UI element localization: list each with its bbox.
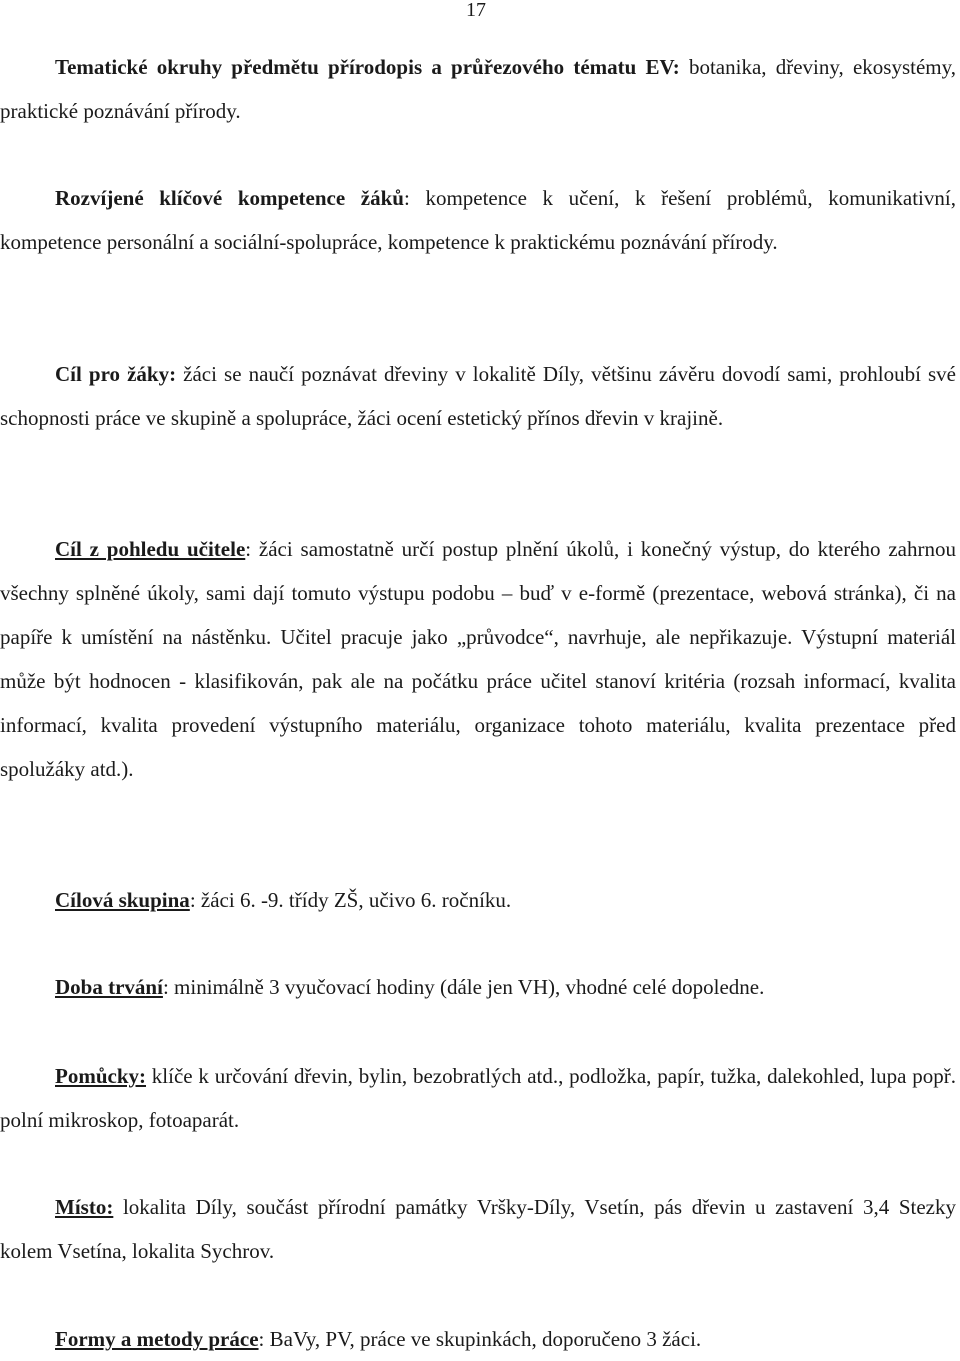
paragraph-label: Rozvíjené klíčové kompetence žáků: [55, 186, 404, 210]
paragraph-label: Cíl z pohledu učitele: [55, 537, 246, 561]
paragraph-text: : žáci samostatně určí postup plnění úkolů, i konečný výstup, do kterého zahrnou všechny splněné úkoly, sami dají tomuto výstupu podobu – buď v e-formě (prezentace, webová stránka), či na papíře k umístění na nástěnku. Učitel pracuje jako „průvodce“, navrhuje, ale nepřikazuje. Výstupní materiál může být hodnocen - klasifikován, pak ale na počátku práce učitel stanoví kritéria (rozsah informací, kvalita informací, kvalita provedení výstupního materiálu, organizace tohoto materiálu, kvalita prezentace před spolužáky atd.).: [0, 537, 956, 781]
paragraph-label: Cíl pro žáky:: [55, 362, 177, 386]
paragraph-label: Tematické okruhy předmětu přírodopis a průřezového tématu EV:: [55, 55, 680, 79]
paragraph-goal-students: [0, 352, 956, 440]
paragraph-label: Formy a metody práce: [55, 1327, 259, 1351]
paragraph-label: Pomůcky:: [55, 1064, 146, 1088]
paragraph-label: Doba trvání: [55, 975, 163, 999]
paragraph-text: : minimálně 3 vyučovací hodiny (dále jen VH), vhodné celé dopoledne.: [162, 975, 765, 999]
paragraph-equipment: [0, 1054, 956, 1142]
paragraph-text: : žáci 6. -9. třídy ZŠ, učivo 6. ročníku.: [189, 888, 512, 912]
paragraph-location: [0, 1185, 956, 1273]
paragraph-target-group: [0, 878, 956, 922]
paragraph-label: Cílová skupina: [55, 888, 190, 912]
paragraph-text: lokalita Díly, součást přírodní památky Vršky-Díly, Vsetín, pás dřevin u zastavení 3,4 Stezky kolem Vsetína, lokalita Sychrov.: [0, 1195, 956, 1263]
paragraph-goal-teacher: [0, 527, 956, 791]
page-number: 17: [466, 0, 486, 21]
paragraph-topics: [0, 45, 956, 133]
paragraph-text: botanika, dřeviny, ekosystémy, praktické poznávání přírody.: [0, 55, 956, 123]
paragraph-text: žáci se naučí poznávat dřeviny v lokalitě Díly, většinu závěru dovodí sami, prohloubí své schopnosti práce ve skupině a spolupráce, žáci ocení estetický přínos dřevin v krajině.: [0, 362, 956, 430]
paragraph-duration: [0, 965, 956, 1009]
paragraph-text: : kompetence k učení, k řešení problémů, komunikativní, kompetence personální a sociální-spolupráce, kompetence k praktickému poznávání přírody.: [0, 186, 956, 254]
paragraph-text: : BaVy, PV, práce ve skupinkách, doporučeno 3 žáci.: [258, 1327, 702, 1351]
paragraph-text: klíče k určování dřevin, bylin, bezobratlých atd., podložka, papír, tužka, dalekohled, lupa popř. polní mikroskop, fotoaparát.: [0, 1064, 956, 1132]
paragraph-label: Místo:: [55, 1195, 114, 1219]
paragraph-methods: [0, 1317, 956, 1361]
paragraph-competences: [0, 176, 956, 264]
